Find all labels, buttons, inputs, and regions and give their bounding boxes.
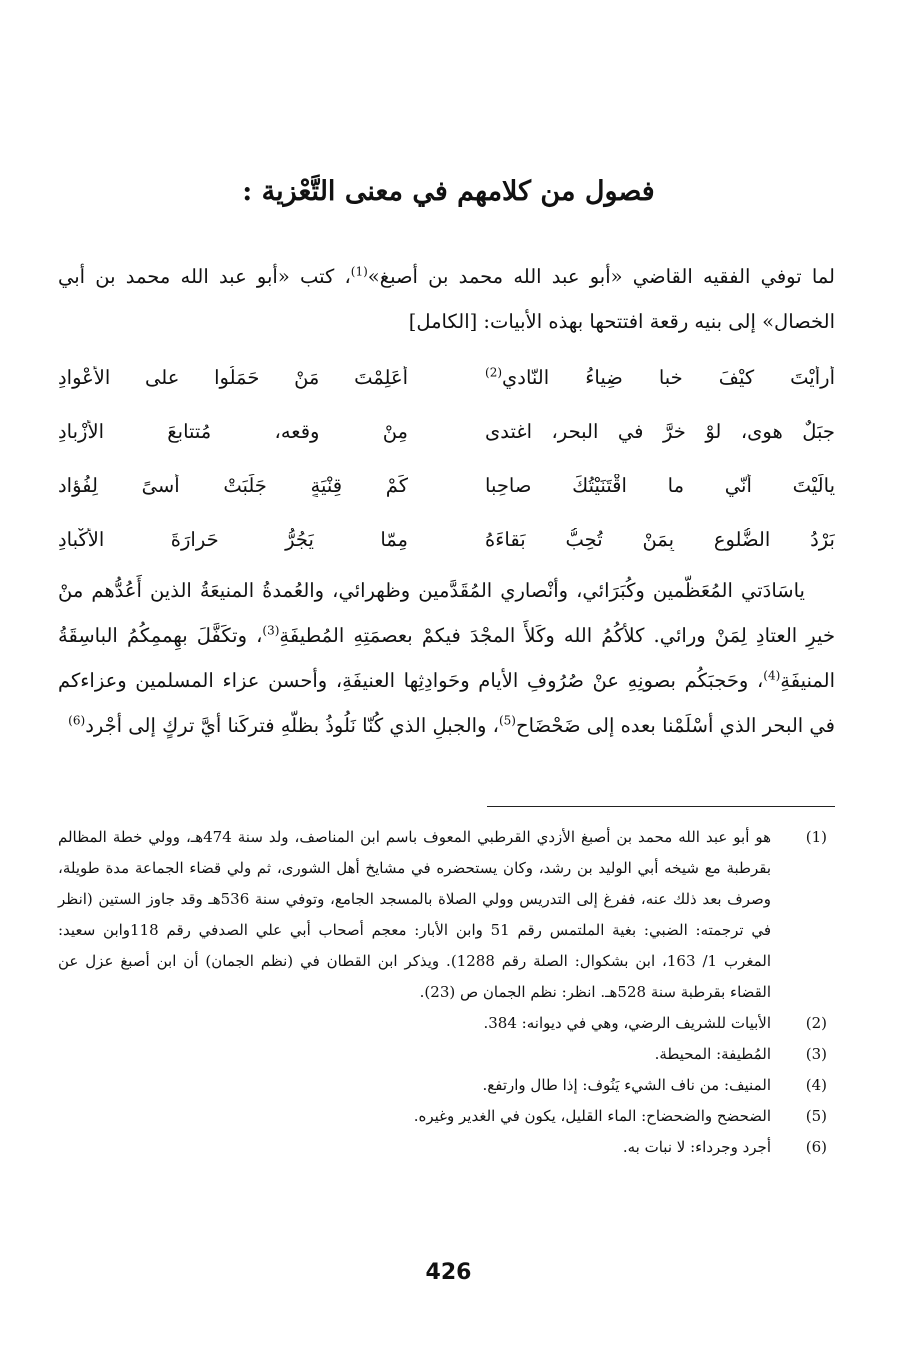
footnote-4 xyxy=(58,1070,827,1101)
prose-text-3: ، وحَجبَكُم بصونِهِ عنْ صُرُوفِ الأيام وحَوادِثِها العنيفَةِ، وأحسن عزاء المسلمين وعزاءكم في البحر الذي أسْلَمْنا بعده إلى ضَحْضَاح xyxy=(58,669,835,737)
verse-4 xyxy=(58,512,835,566)
verse-2 xyxy=(58,404,835,458)
verse-1-first-hemistich: أرأيْتَ كيْفَ خبا ضِياءُ النّادي$^{(2)}$ xyxy=(485,365,835,389)
footnote-ref-4: (4) xyxy=(763,668,781,683)
footnote-text: هو أبو عبد الله محمد بن أصبغ الأزدي القرطبي المعوف باسم ابن المناصف، ولد سنة 474هـ، وولي خطة المظالم بقرطبة مع شيخه أبي الوليد بن رشد، وكان يستحضره في مشايخ أهل الشورى، ثم ولي قضاء الجماعة مدة طويلة، وصرف بعد ذلك عنه، ففرغ إلى التدريس وولي الصلاة بالمسجد الجامع، وتوفي سنة 536هـ وقد جاوز الستين (انظر في ترجمته: الضبي: بغية الملتمس رقم 51 وابن الأبار: معجم أصحاب أبي علي الصدفي رقم 118وابن سعيد: المغرب 1/ 163، ابن بشكوال: الصلة رقم 1288). ويذكر ابن القطان في (نظم الجمان) أن ابن أصبغ عزل عن القضاء بقرطبة سنة 528هـ. انظر: نظم الجمان ص (23). xyxy=(58,828,772,1001)
prose-text-4: ، والجبلِ الذي كُنّا نَلُوذُ بظلّهِ فتركَنا أيَّ تركٍ إلى أجْرد xyxy=(85,714,499,737)
footnote-1 xyxy=(58,822,827,1008)
footnote-5 xyxy=(58,1101,827,1132)
verse-3-second-hemistich: كَمْ قِنْيَةٍ جَلَبَتْ أسىً لِفُؤاد xyxy=(58,473,408,497)
intro-paragraph xyxy=(58,254,835,344)
verse-4-second-hemistich: مِمّا يَجُرُّ حَرارَةَ الأكْبادِ xyxy=(58,527,408,551)
footnote-text: أجرد وجرداء: لا نبات به. xyxy=(622,1138,771,1156)
verse-1-second-hemistich: أَعَلِمْتَ مَنْ حَمَلُوا على الأعْوادِ xyxy=(58,365,408,389)
prose-text-1: ياسَادَتي المُعَظّمين وكُبَرَائي، وأنْصاري المُقَدَّمين وظهرائي، والعُمدةُ المنيعَةُ الذين أَعُدُّهم منْ خيرِ العتادِ لِمَنْ ورائي. كلأكُمُ الله وكَلأَ المجْدَ فيكمْ بعصمَتِهِ المُطيفَةِ xyxy=(58,579,836,647)
verse-3-first-hemistich: يالَيْتَ أنّي ما اقْتَنَيْتُكَ صاحِبا xyxy=(485,473,835,497)
intro-text-a: لما توفي الفقيه القاضي «أبو عبد الله محمد بن أصبغ» xyxy=(367,265,835,288)
verse-3 xyxy=(58,458,835,512)
prose-text-2: ، وتكَفَّلَ بهِممِكُمُ الباسِقَةُ المنيفَةِ xyxy=(58,624,835,692)
footnote-2 xyxy=(58,1008,827,1039)
footnote-separator xyxy=(487,806,835,807)
footnote-ref-1: (1) xyxy=(350,264,368,279)
footnotes xyxy=(58,822,827,1163)
intro-text-b: ، كتب «أبو عبد الله محمد بن أبي الخصال» إلى بنيه رقعة افتتحها بهذه الأبيات: [الكامل] xyxy=(58,265,835,333)
verse-2-second-hemistich: مِنْ وقعه، مُتتابعَ الأزْبادِ xyxy=(58,419,408,443)
footnote-number: (1) xyxy=(805,828,827,846)
footnote-text: الأبيات للشريف الرضي، وهي في ديوانه: 384. xyxy=(483,1014,771,1032)
footnote-3 xyxy=(58,1039,827,1070)
footnote-text: الضحضح والضحضاح: الماء القليل، يكون في الغدير وغيره. xyxy=(413,1107,771,1125)
footnote-number: (6) xyxy=(805,1138,827,1156)
footnote-ref-5: (5) xyxy=(498,713,516,728)
footnote-number: (4) xyxy=(805,1076,827,1094)
footnote-number: (2) xyxy=(805,1014,827,1032)
prose-paragraph xyxy=(58,568,835,748)
footnote-6 xyxy=(58,1132,827,1163)
footnote-number: (3) xyxy=(805,1045,827,1063)
footnote-number: (5) xyxy=(805,1107,827,1125)
verse-2-first-hemistich: جبَلٌ هوى، لوْ خرَّ في البحر، اغتدى xyxy=(485,419,835,443)
poem xyxy=(58,350,835,566)
verse-1 xyxy=(58,350,835,404)
section-title: فصول من كلامهم في معنى التَّعْزية : xyxy=(242,176,655,207)
page-number: 426 xyxy=(425,1260,472,1285)
footnote-ref-6: (6) xyxy=(68,713,86,728)
verse-4-first-hemistich: بَرْدُ الضُّلوعِ بِمَنْ تُحِبُّ بَقاءَهُ xyxy=(485,527,835,551)
footnote-ref-3: (3) xyxy=(262,623,280,638)
footnote-ref-2: (2) xyxy=(485,365,503,379)
footnote-text: المُطيفة: المحيطة. xyxy=(654,1045,771,1063)
footnote-text: المنيف: من ناف الشيء يَنُوف: إذا طال وارتفع. xyxy=(482,1076,771,1094)
